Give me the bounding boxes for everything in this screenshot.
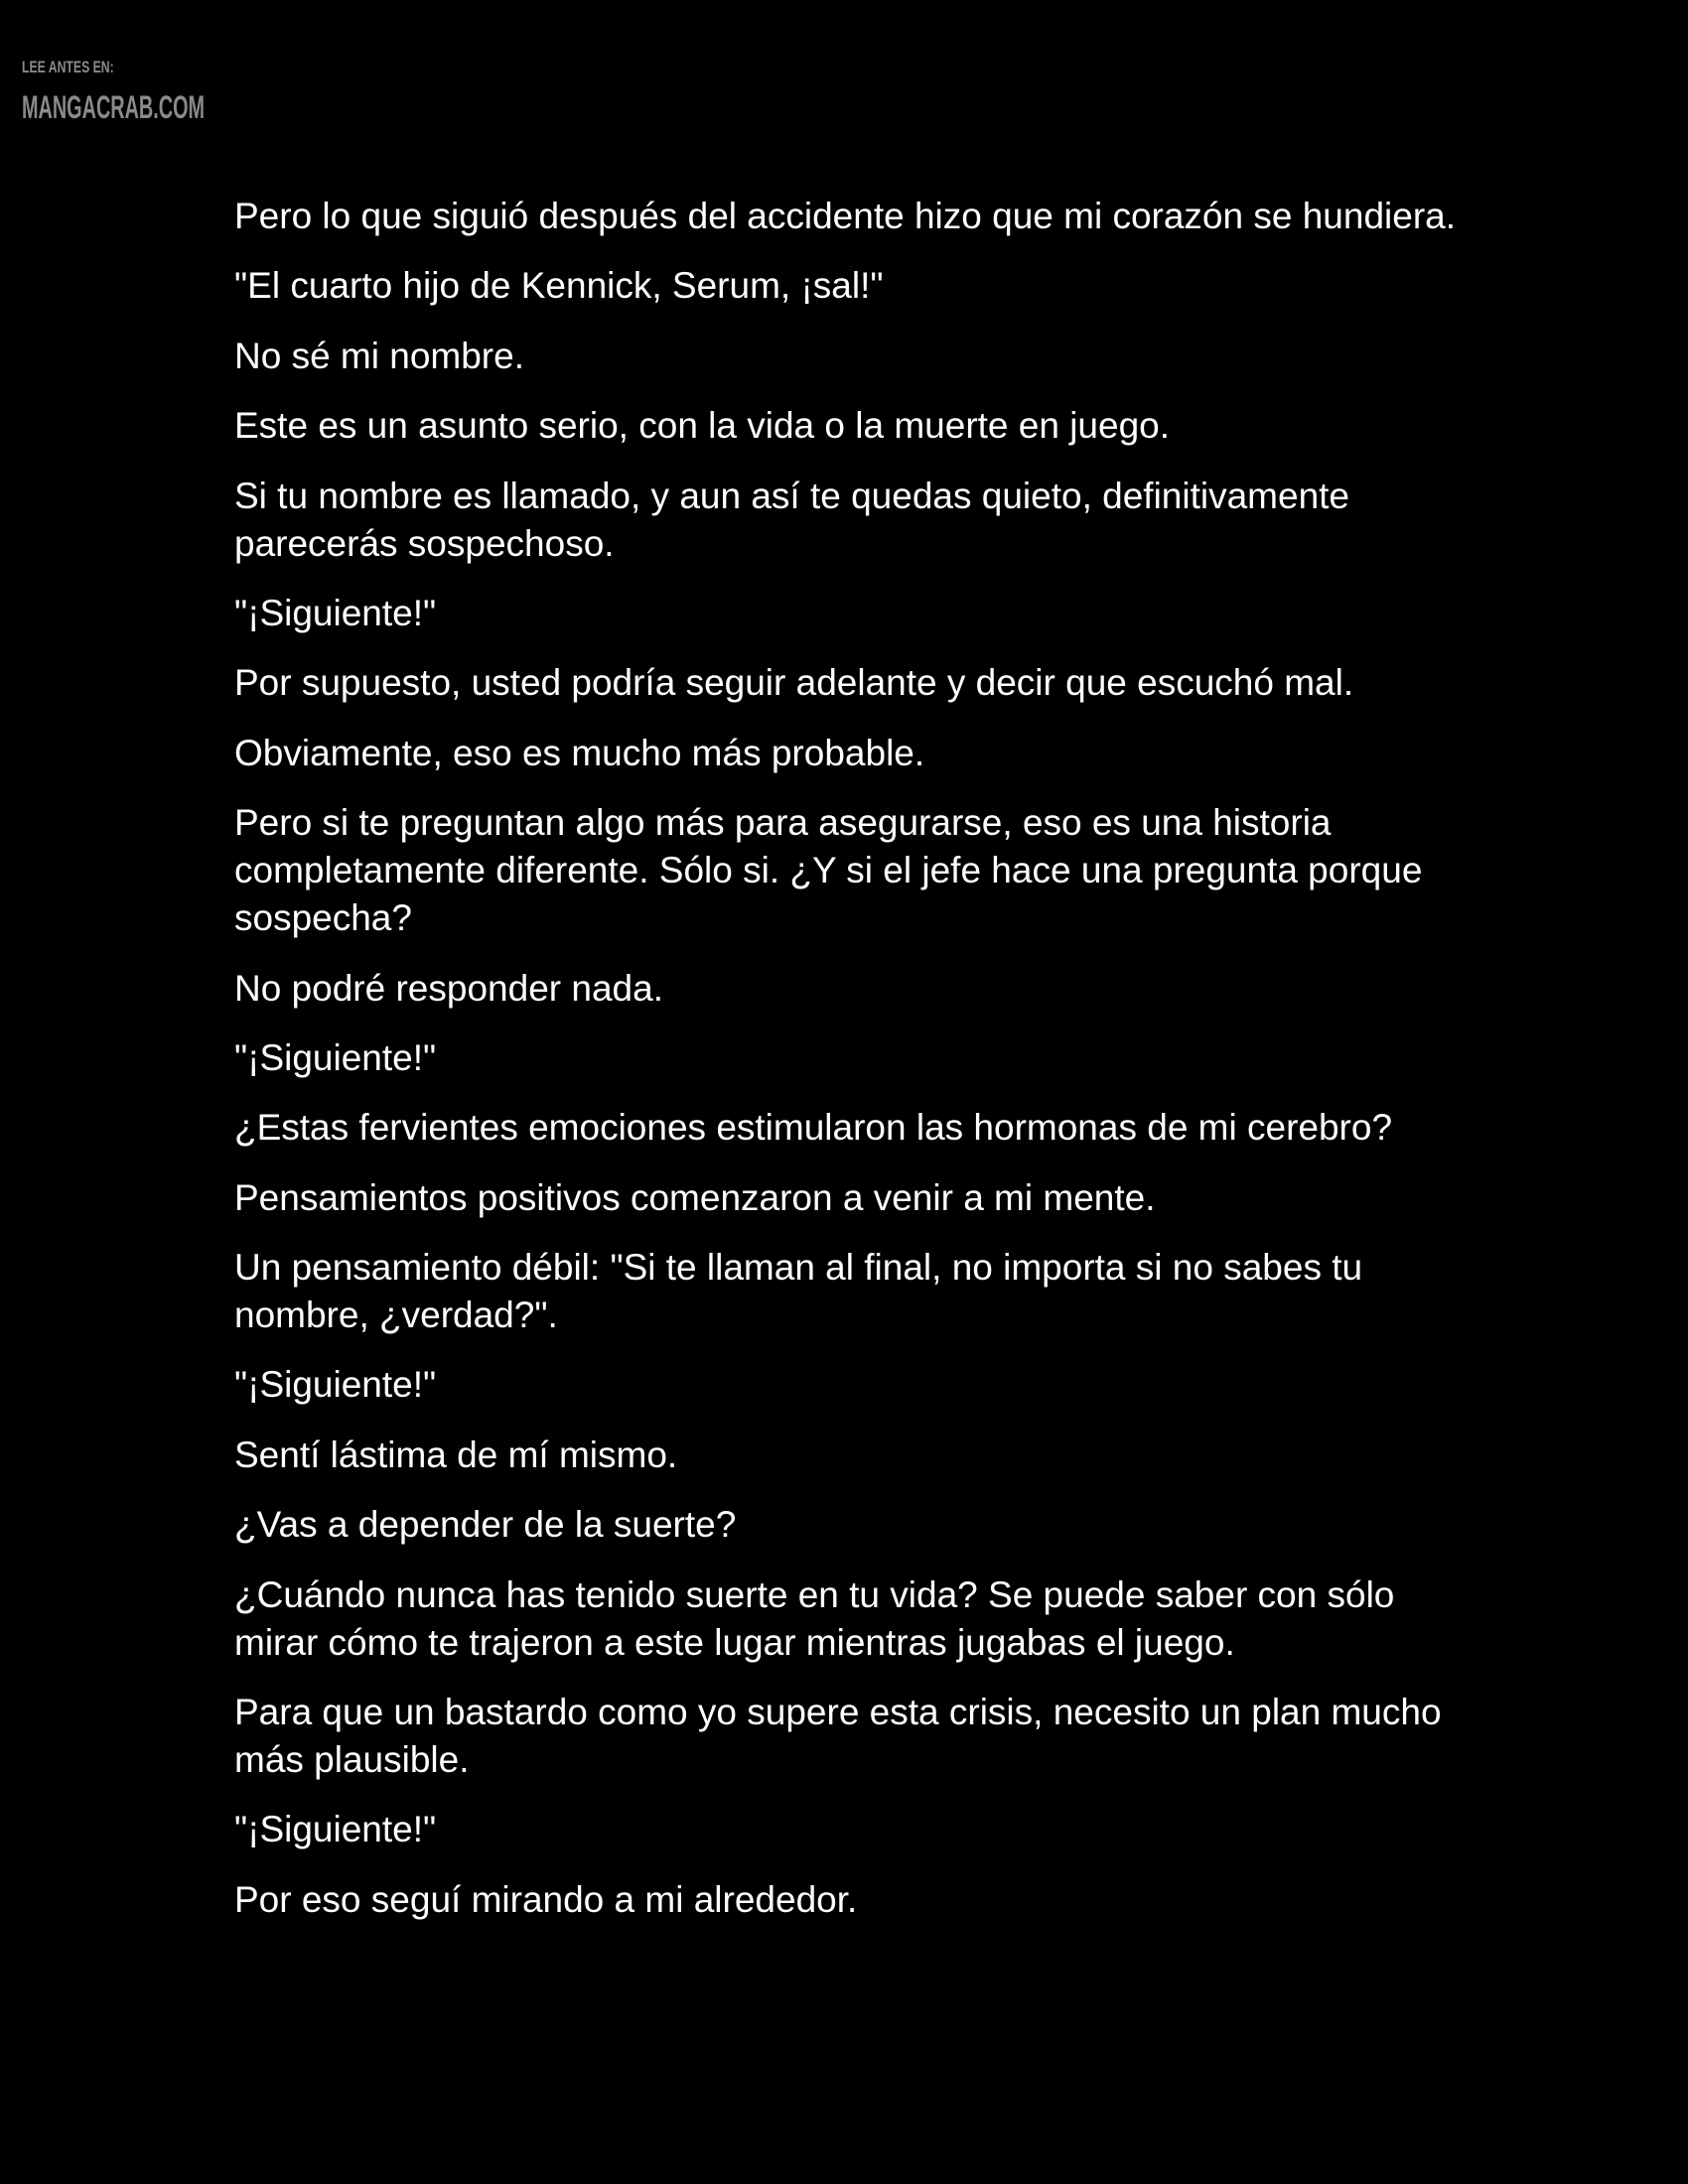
- paragraph: "El cuarto hijo de Kennick, Serum, ¡sal!": [234, 265, 884, 307]
- paragraph: "¡Siguiente!": [234, 1036, 437, 1078]
- watermark-site-name: MANGACRAB.COM: [22, 89, 206, 125]
- paragraph: No podré responder nada.: [234, 967, 663, 1009]
- paragraph: Este es un asunto serio, con la vida o la muerte en juego.: [234, 405, 1171, 447]
- paragraph: Por eso seguí mirando a mi alrededor.: [234, 1878, 858, 1920]
- paragraph: Un pensamiento débil: "Si te llaman al final, no importa si no sabes tu nombre, ¿verdad?".: [234, 1247, 1363, 1336]
- paragraph: "¡Siguiente!": [234, 1809, 437, 1850]
- paragraph: Pensamientos positivos comenzaron a venir a mi mente.: [234, 1176, 1156, 1218]
- paragraph: Sentí lástima de mí mismo.: [234, 1433, 678, 1475]
- paragraph: ¿Vas a depender de la suerte?: [234, 1504, 737, 1546]
- watermark: [22, 58, 317, 126]
- paragraph: Para que un bastardo como yo supere esta crisis, necesito un plan mucho más plausible.: [234, 1692, 1442, 1781]
- text-body: [234, 193, 1466, 1946]
- paragraph: Pero si te preguntan algo más para asegurarse, eso es una historia completamente diferente. Sólo si. ¿Y si el jefe hace una pregunta porque sospecha?: [234, 802, 1423, 939]
- paragraph: ¿Cuándo nunca has tenido suerte en tu vida? Se puede saber con sólo mirar cómo te trajeron a este lugar mientras jugabas el juego.: [234, 1573, 1395, 1663]
- paragraph: ¿Estas fervientes emociones estimularon las hormonas de mi cerebro?: [234, 1107, 1393, 1149]
- paragraph: "¡Siguiente!": [234, 1364, 437, 1406]
- watermark-read-first-label: LEE ANTES EN:: [22, 58, 114, 76]
- paragraph: Si tu nombre es llamado, y aun así te quedas quieto, definitivamente parecerás sospechoso.: [234, 475, 1350, 564]
- paragraph: Obviamente, eso es mucho más probable.: [234, 732, 925, 773]
- paragraph: Por supuesto, usted podría seguir adelante y decir que escuchó mal.: [234, 662, 1354, 704]
- paragraph: "¡Siguiente!": [234, 592, 437, 633]
- paragraph: No sé mi nombre.: [234, 335, 524, 376]
- paragraph: Pero lo que siguió después del accidente hizo que mi corazón se hundiera.: [234, 196, 1457, 236]
